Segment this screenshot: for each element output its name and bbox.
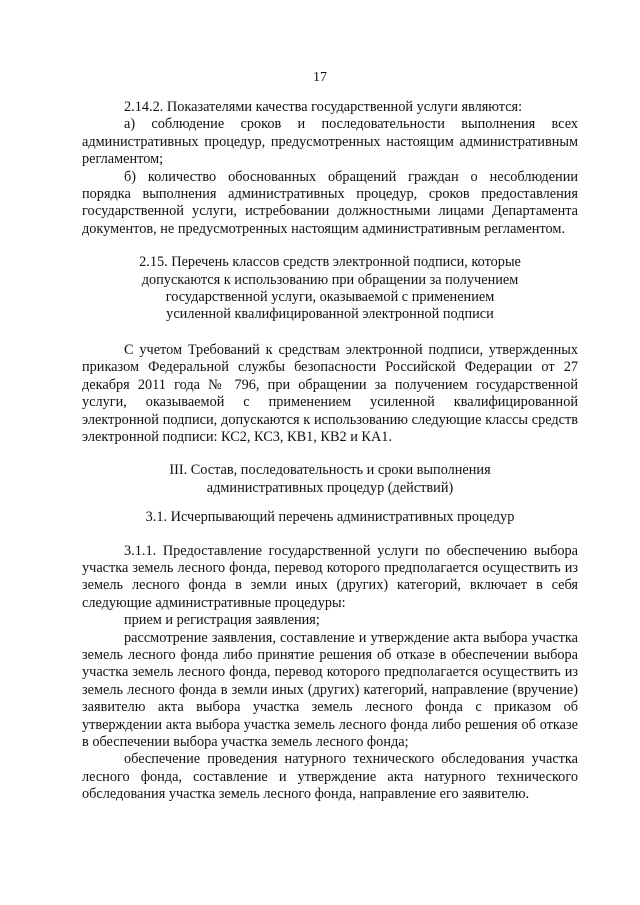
page-number: 17 — [313, 70, 327, 85]
section-3-heading-line: административных процедур (действий) — [206, 479, 454, 496]
paragraph-3-1-1: 3.1.1. Предоставление государственной услуги по обеспечению выбора участка земель лесного фонда, перевод которого предполагается осуществить из земель лесного фонда в земли иных (других) категорий, включает в себя следующие административные процедуры: — [82, 542, 578, 611]
spacer — [82, 324, 578, 342]
document-body — [82, 99, 578, 804]
spacer — [82, 497, 578, 509]
section-3-heading-line: III. Состав, последовательность и сроки выполнения — [169, 462, 491, 479]
section-2-15-heading-line: 2.15. Перечень классов средств электронной подписи, которые — [139, 254, 521, 271]
signature-classes-paragraph: С учетом Требований к средствам электронной подписи, утвержденных приказом Федеральной службы безопасности Российской Федерации от 27 декабря 2011 года № 796, при обращении за получением государственной услуги, оказываемой с применением усиленной квалифицированной электронной подписи, допускаются к использованию следующие классы средств электронной подписи: КС2, КС3, КВ1, КВ2 и КА1. — [82, 341, 578, 445]
section-3-1-subheading: 3.1. Исчерпывающий перечень административных процедур — [145, 509, 515, 526]
section-3-heading — [130, 462, 530, 497]
spacer — [82, 527, 578, 543]
spacer — [82, 238, 578, 254]
procedure-item: прием и регистрация заявления; — [124, 612, 320, 629]
spacer — [82, 446, 578, 462]
quality-indicator-b: б) количество обоснованных обращений граждан о несоблюдении порядка выполнения административных процедур, сроков предоставления государственной услуги, истребовании должностными лицами Департамента документов, не предусмотренных настоящим административным регламентом. — [82, 168, 578, 237]
procedure-item: обеспечение проведения натурного технического обследования участка лесного фонда, составление и утверждение акта натурного технического обследования участка земель лесного фонда, направление его заявителю. — [82, 751, 578, 803]
section-2-15-heading-line: допускаются к использованию при обращении за получением — [141, 271, 519, 288]
section-2-15-heading-line: усиленной квалифицированной электронной подписи — [166, 306, 494, 323]
section-2-15-heading — [120, 254, 540, 324]
section-2-15-heading-line: государственной услуги, оказываемой с применением — [165, 289, 495, 306]
quality-indicators-intro: 2.14.2. Показателями качества государственной услуги являются: — [124, 99, 523, 115]
quality-indicator-a: а) соблюдение сроков и последовательности выполнения всех административных процедур, предусмотренных настоящим административным регламентом; — [82, 116, 578, 168]
procedure-item: рассмотрение заявления, составление и утверждение акта выбора участка земель лесного фонда либо принятие решения об отказе в обеспечении выбора участка земель лесного фонда, перевод которого предполагается осуществить из земель лесного фонда в земли иных (других) категорий, направление (вручение) заявителю акта выбора участка земель лесного фонда с приказом об утверждении акта выбора участка земель лесного фонда либо решения об отказе в обеспечении выбора участка земель лесного фонда; — [82, 629, 578, 750]
